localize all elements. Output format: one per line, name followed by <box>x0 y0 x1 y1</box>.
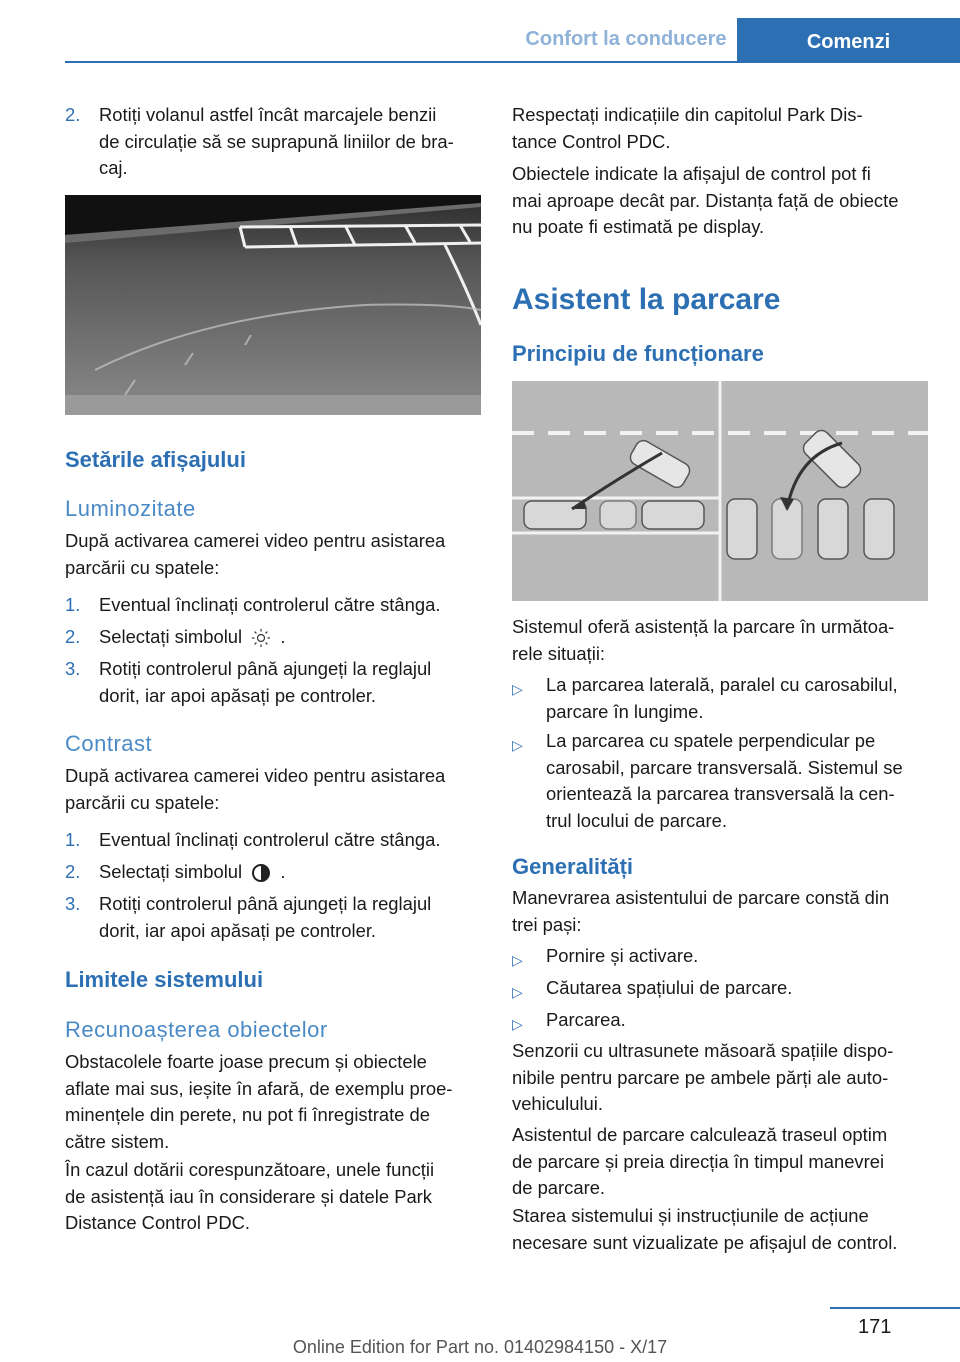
heading-operating-principle: Principiu de funcționare <box>512 341 764 366</box>
list-text: Selectați simbolul . <box>99 861 286 882</box>
bullet-triangle-icon: ▷ <box>512 737 523 753</box>
list-text: La parcarea laterală, paralel cu carosabilul, <box>546 674 898 695</box>
paragraph <box>65 763 445 816</box>
footer-rule <box>830 1307 960 1309</box>
heading-system-limits: Limitele sistemului <box>65 967 264 992</box>
bullet-triangle-icon: ▷ <box>512 1016 523 1032</box>
list-text: Rotiți controlerul până ajungeți la reglajul <box>99 658 432 679</box>
text-line: Senzorii cu ultrasunete măsoară spațiile dispo‐ <box>512 1040 894 1061</box>
text-line: vehiculului. <box>512 1093 603 1115</box>
list-text: Selectați simbolul . <box>99 626 286 647</box>
text-line: de asistență iau în considerare și datele Park <box>65 1185 433 1207</box>
paragraph <box>512 161 898 241</box>
paragraph <box>512 1122 887 1202</box>
text-line: de parcare și preia direcția în timpul manevrei <box>512 1150 885 1172</box>
paragraph <box>512 885 889 938</box>
list-text: Căutarea spațiului de parcare. <box>546 977 793 998</box>
heading-display-settings: Setările afișajului <box>65 447 246 472</box>
list-number: 3. <box>65 658 81 679</box>
list-number: 3. <box>65 893 81 914</box>
parking-maneuver-illustration <box>512 381 928 601</box>
text-line: Manevrarea asistentului de parcare constă din <box>512 887 890 908</box>
contrast-icon <box>247 863 275 883</box>
list-text: dorit, iar apoi apăsați pe controler. <box>99 919 377 941</box>
list-text: Parcarea. <box>546 1009 626 1030</box>
paragraph <box>65 1157 434 1237</box>
list-text: Rotiți controlerul până ajungeți la reglajul <box>99 893 432 914</box>
list-text: Rotiți volanul astfel încât marcajele benzii <box>99 104 437 125</box>
text-line: către sistem. <box>65 1130 170 1152</box>
text-line: În cazul dotării corespunzătoare, unele funcții <box>65 1159 435 1180</box>
rear-camera-display-image <box>65 195 481 415</box>
text-line: minențele din perete, nu pot fi înregistrate de <box>65 1104 430 1126</box>
text-line: aflate mai sus, ieșite în afară, de exemplu proe‐ <box>65 1077 453 1099</box>
paragraph <box>512 102 863 155</box>
list-text: trul locului de parcare. <box>546 809 727 831</box>
list-text-label: Selectați simbolul <box>99 861 243 882</box>
paragraph <box>65 1049 452 1155</box>
text-line: Asistentul de parcare calculează traseul optim <box>512 1124 888 1145</box>
section-title: Confort la conducere <box>525 28 727 50</box>
page-number: 171 <box>858 1316 892 1338</box>
text-line: tance Control PDC. <box>512 130 671 152</box>
bullet-triangle-icon: ▷ <box>512 952 523 968</box>
brightness-sun-icon <box>247 628 275 648</box>
text-line: mai aproape decât par. Distanța față de obiecte <box>512 189 899 211</box>
list-text: carosabil, parcare transversală. Sistemul se <box>546 756 903 778</box>
heading-object-recognition: Recunoașterea obiectelor <box>65 1017 328 1042</box>
paragraph <box>512 614 894 667</box>
page-header <box>0 0 960 62</box>
text-line: parcării cu spatele: <box>65 556 220 578</box>
list-text: orientează la parcarea transversală la cen‐ <box>546 783 895 805</box>
list-number: 1. <box>65 829 81 850</box>
bullet-triangle-icon: ▷ <box>512 984 523 1000</box>
text-line: de parcare. <box>512 1177 606 1199</box>
text-line: trei pași: <box>512 913 582 935</box>
text-line: Obstacolele foarte joase precum și obiectele <box>65 1051 427 1072</box>
paragraph <box>65 528 445 581</box>
text-line: nu poate fi estimată pe display. <box>512 216 765 238</box>
list-text: de circulație să se suprapună liniilor de bra‐ <box>99 130 454 152</box>
heading-parking-assistant: Asistent la parcare <box>512 283 781 316</box>
chapter-tab[interactable]: Comenzi <box>737 18 960 62</box>
list-text-label: Selectați simbolul <box>99 626 243 647</box>
list-text: La parcarea cu spatele perpendicular pe <box>546 730 876 751</box>
heading-contrast: Contrast <box>65 731 153 756</box>
text-line: necesare sunt vizualizate pe afișajul de control. <box>512 1231 898 1253</box>
text-line: Sistemul oferă asistență la parcare în următoa‐ <box>512 616 895 637</box>
text-line: După activarea camerei video pentru asistarea <box>65 765 446 786</box>
text-line: Obiectele indicate la afișajul de control pot fi <box>512 163 871 184</box>
list-number: 2. <box>65 626 81 647</box>
paragraph <box>512 1038 893 1118</box>
list-text: Eventual înclinați controlerul către stânga. <box>99 829 441 850</box>
header-rule <box>65 61 960 63</box>
text-line: Distance Control PDC. <box>65 1212 250 1234</box>
text-line: Respectați indicațiile din capitolul Park Dis‐ <box>512 104 863 125</box>
edition-footer[interactable]: Online Edition for Part no. 01402984150 - X/17 <box>292 1337 668 1357</box>
list-number: 2. <box>65 861 81 882</box>
heading-general: Generalități <box>512 854 634 879</box>
text-line: rele situații: <box>512 642 606 664</box>
list-text: parcare în lungime. <box>546 700 704 722</box>
list-number: 2. <box>65 104 81 125</box>
bullet-triangle-icon: ▷ <box>512 681 523 697</box>
paragraph <box>512 1203 897 1256</box>
list-text: dorit, iar apoi apăsați pe controler. <box>99 684 377 706</box>
heading-brightness: Luminozitate <box>65 496 196 521</box>
text-line: parcării cu spatele: <box>65 791 220 813</box>
list-text: Eventual înclinați controlerul către stânga. <box>99 594 441 615</box>
list-text: caj. <box>99 157 128 179</box>
list-number: 1. <box>65 594 81 615</box>
text-line: După activarea camerei video pentru asistarea <box>65 530 446 551</box>
list-text: Pornire și activare. <box>546 945 699 966</box>
text-line: nibile pentru parcare pe ambele părți ale auto‐ <box>512 1066 889 1088</box>
text-line: Starea sistemului și instrucțiunile de acțiune <box>512 1205 869 1226</box>
